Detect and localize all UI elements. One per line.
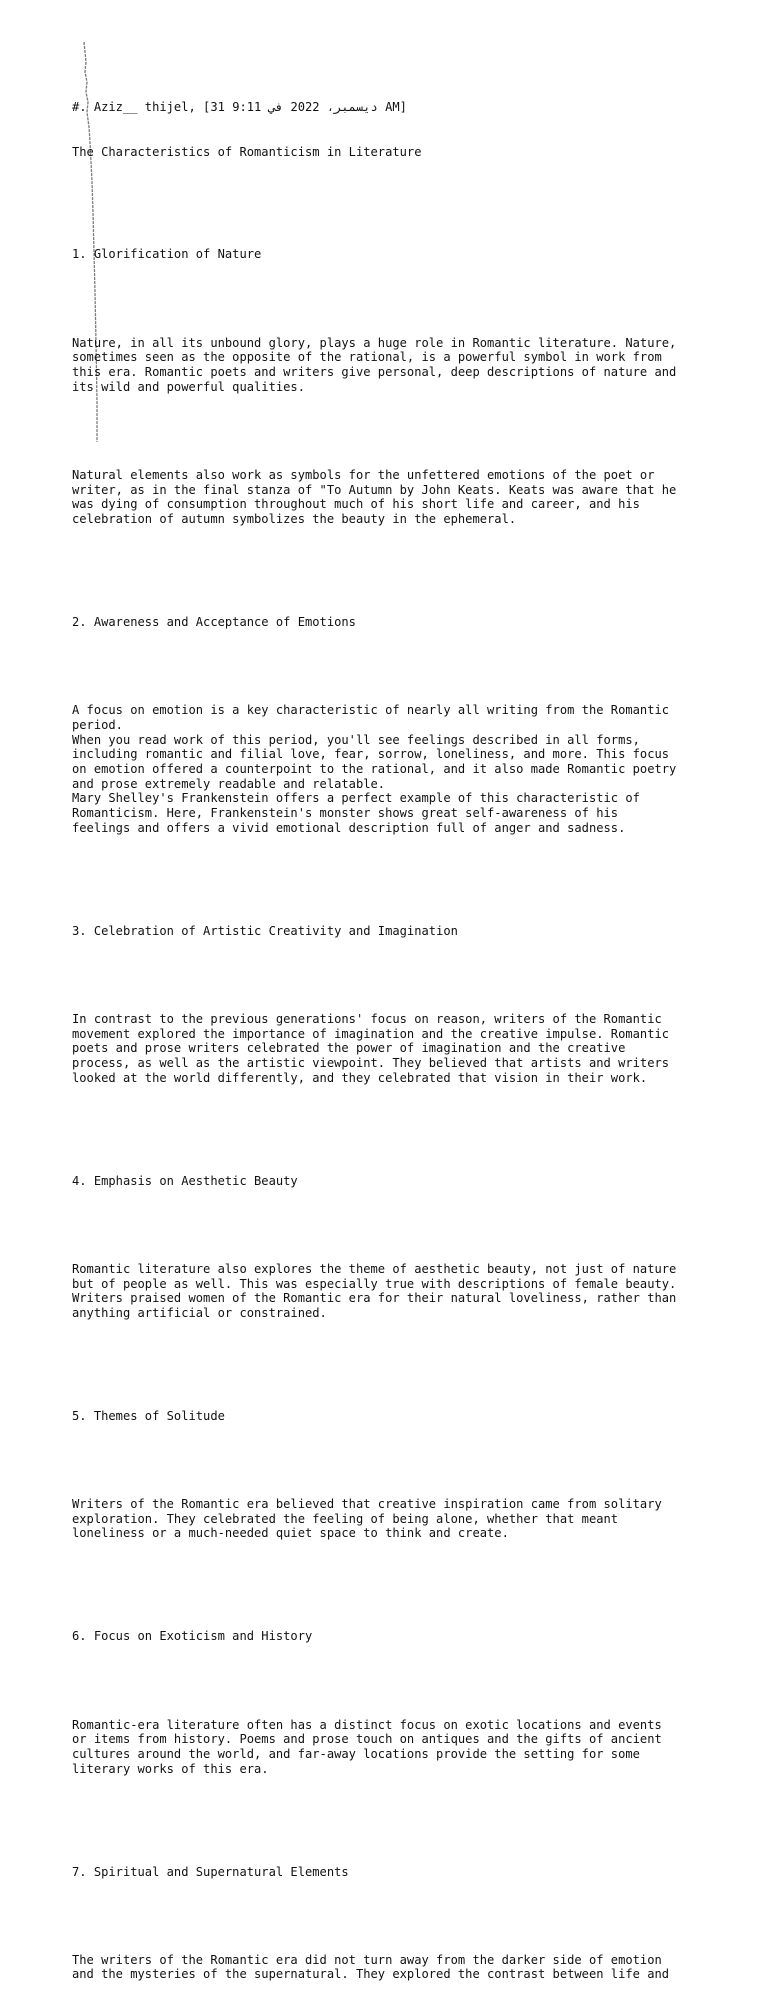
document-title: The Characteristics of Romanticism in Literature (72, 144, 422, 159)
section-5-paragraph-1: Writers of the Romantic era believed that creative inspiration came from solitary exploration. They celebrated the feeling of being alone, whether that meant loneliness or a much-needed quiet space to think and create. (72, 1497, 662, 1541)
blank-line (72, 1909, 712, 1924)
section-heading-6: 6. Focus on Exoticism and History (72, 1629, 313, 1644)
section-3-paragraph-1: In contrast to the previous generations' focus on reason, writers of the Romantic movement explored the importance of imagination and the creative impulse. Romantic poets and prose writers celebrated the power of imagination and the creative process, as well as the artistic viewpoint. They believed that artists and writers looked at the world differently, and they celebrated that vision in their work. (72, 1011, 670, 1085)
section-heading-4: 4. Emphasis on Aesthetic Beauty (72, 1173, 298, 1188)
blank-line (72, 1350, 712, 1365)
section-4-paragraph-1: Romantic literature also explores the theme of aesthetic beauty, not just of nature but of people as well. This was especially true with descriptions of female beauty. Writers praised women of the Romantic era for their natural loveliness, rather than anything artificial or constrained. (72, 1261, 677, 1320)
blank-line (72, 1571, 712, 1586)
blank-line (72, 968, 712, 983)
section-6-paragraph-1: Romantic-era literature often has a distinct focus on exotic locations and events or items from history. Poems and prose touch on antiques and the gifts of ancient cultures around the world, and far-away locations provide the setting for some literary works of this era. (72, 1717, 662, 1776)
blank-line (72, 189, 712, 204)
section-heading-5: 5. Themes of Solitude (72, 1408, 225, 1423)
section-2-paragraph-1: A focus on emotion is a key characteristic of nearly all writing from the Romantic period. When you read work of this period, you'll see feelings described in all forms, including romantic and filial love, fear, sorrow, loneliness, and more. This focus on emotion offered a counterpoint to the rational, and it also made Romantic poetry and prose extremely readable and relatable. Mary Shelley's Frankenstein offers a perfect example of this characteristic of Romanticism. Here, Frankenstein's monster shows great self-awareness of his feelings and offers a vivid emotional description full of anger and sadness. (72, 703, 677, 835)
blank-line (72, 1218, 712, 1233)
blank-line (72, 1806, 712, 1821)
document-text (72, 71, 712, 2012)
section-heading-3: 3. Celebration of Artistic Creativity and Imagination (72, 923, 458, 938)
section-7-paragraph-1: The writers of the Romantic era did not turn away from the darker side of emotion and the mysteries of the supernatural. They explored the contrast between life and (72, 1952, 670, 1982)
chat-export-header: #. Aziz__ thijel, [31 ديسمبر، 2022 في 9:11 AM] (72, 100, 407, 115)
section-heading-2: 2. Awareness and Acceptance of Emotions (72, 614, 356, 629)
blank-line (72, 556, 712, 571)
section-heading-1: 1. Glorification of Nature (72, 247, 262, 262)
blank-line (72, 1673, 712, 1688)
blank-line (72, 659, 712, 674)
blank-line (72, 1453, 712, 1468)
blank-line (72, 424, 712, 439)
blank-line (72, 292, 712, 307)
section-1-paragraph-1: Nature, in all its unbound glory, plays a huge role in Romantic literature. Nature, sometimes seen as the opposite of the rational, is a powerful symbol in work from this era. Romantic poets and writers give personal, deep descriptions of nature and its wild and powerful qualities. (72, 335, 677, 394)
section-heading-7: 7. Spiritual and Supernatural Elements (72, 1864, 349, 1879)
section-1-paragraph-2: Natural elements also work as symbols for the unfettered emotions of the poet or writer, as in the final stanza of "To Autumn by John Keats. Keats was aware that he was dying of consumption throughout much of his short life and career, and his celebration of autumn symbolizes the beauty in the ephemeral. (72, 467, 677, 527)
blank-line (72, 1115, 712, 1130)
blank-line (72, 865, 712, 880)
